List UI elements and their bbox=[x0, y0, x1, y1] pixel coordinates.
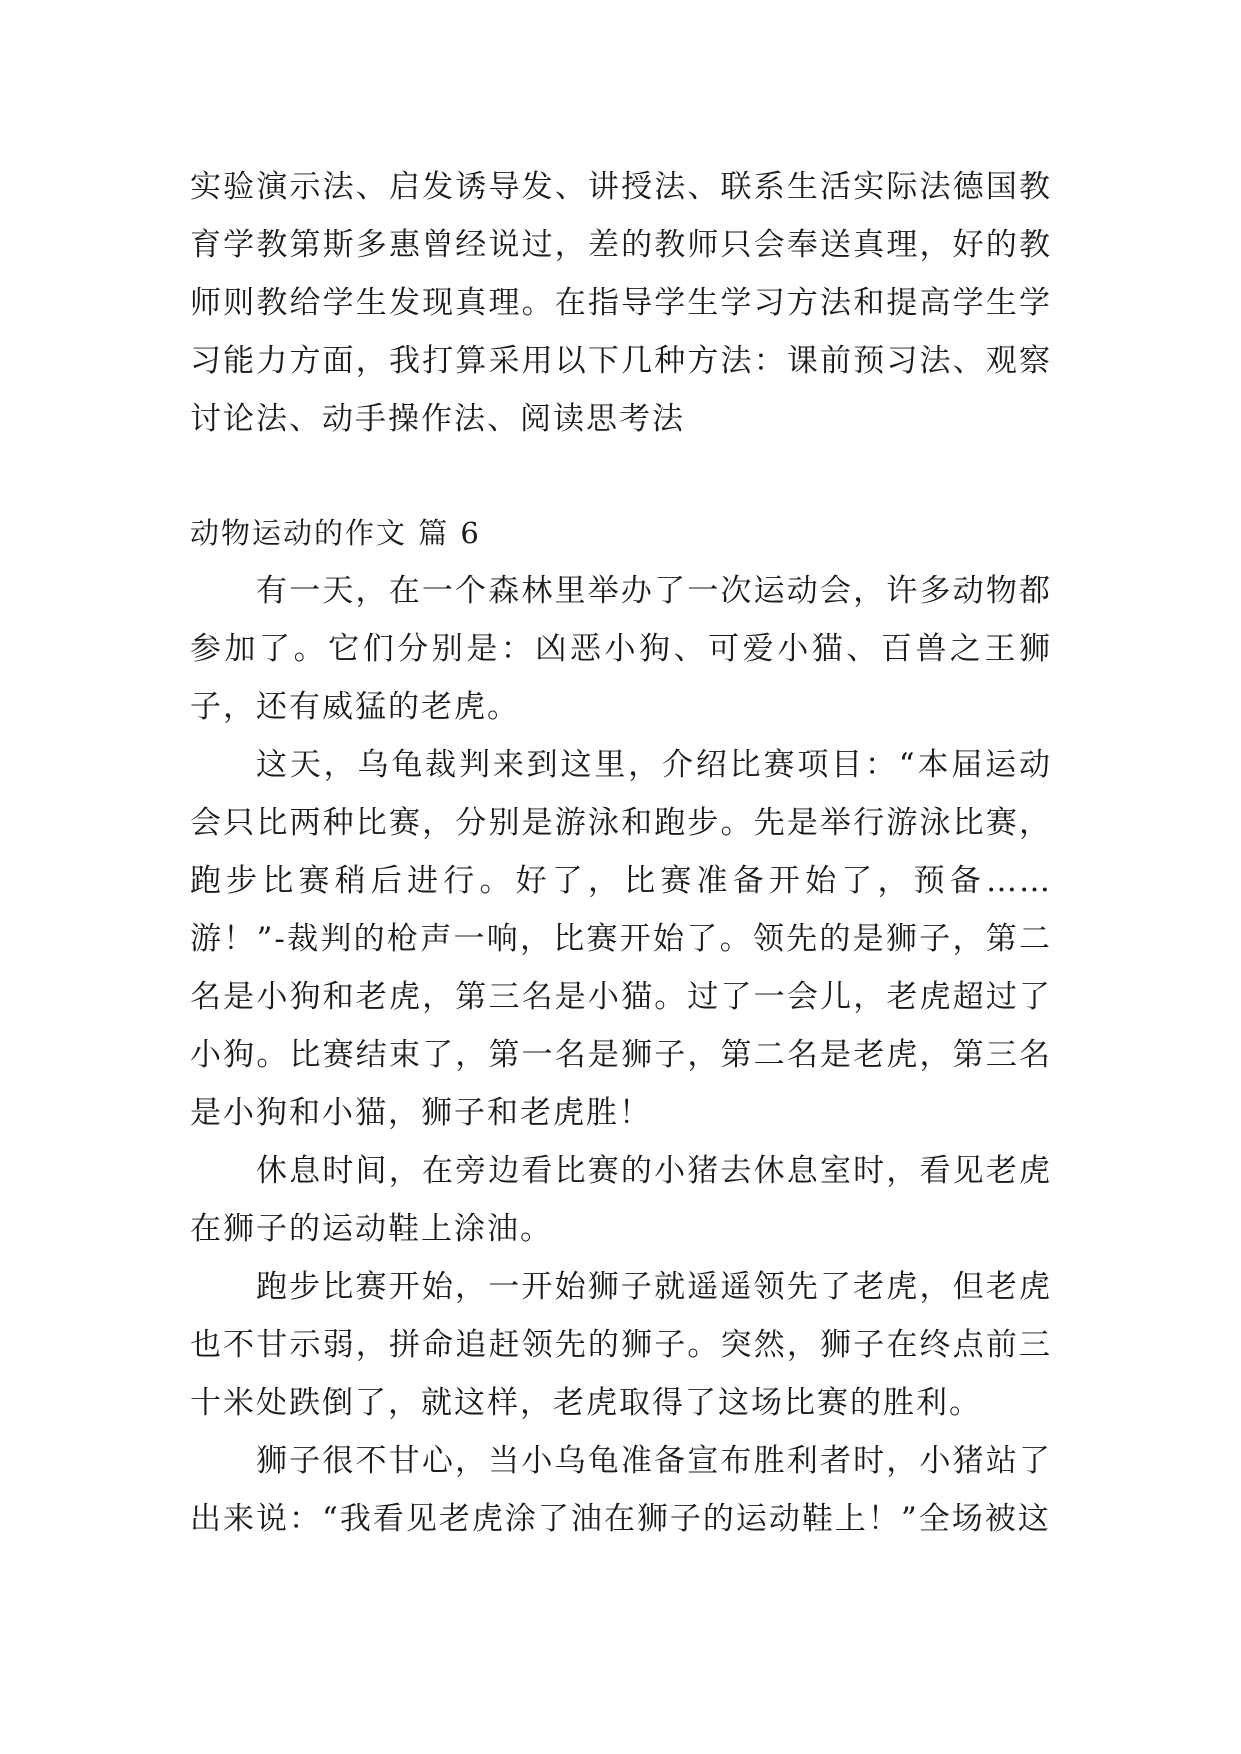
document-page bbox=[190, 158, 1052, 1548]
section-heading: 动物运动的作文 篇 6 bbox=[190, 516, 481, 550]
body-paragraph: 休息时间，在旁边看比赛的小猪去休息室时，看见老虎在狮子的运动鞋上涂油。 bbox=[190, 1153, 1052, 1247]
body-paragraph: 有一天，在一个森林里举办了一次运动会，许多动物都参加了。它们分别是：凶恶小狗、可爱小猫、百兽之王狮子，还有威猛的老虎。 bbox=[190, 573, 1052, 725]
section-gap bbox=[190, 448, 1052, 504]
body-paragraph: 这天，乌龟裁判来到这里，介绍比赛项目：“本届运动会只比两种比赛，分别是游泳和跑步。先是举行游泳比赛，跑步比赛稍后进行。好了，比赛准备开始了，预备……游！”-裁判的枪声一响，比赛开始了。领先的是狮子，第二名是小狗和老虎，第三名是小猫。过了一会儿，老虎超过了小狗。比赛结束了，第一名是狮子，第二名是老虎，第三名是小狗和小猫，狮子和老虎胜！ bbox=[190, 747, 1052, 1131]
body-paragraph: 狮子很不甘心，当小乌龟准备宣布胜利者时，小猪站了出来说：“我看见老虎涂了油在狮子的运动鞋上！”全场被这 bbox=[190, 1443, 1052, 1537]
body-paragraph: 跑步比赛开始，一开始狮子就遥遥领先了老虎，但老虎也不甘示弱，拼命追赶领先的狮子。突然，狮子在终点前三十米处跌倒了，就这样，老虎取得了这场比赛的胜利。 bbox=[190, 1269, 1052, 1421]
intro-paragraph: 实验演示法、启发诱导发、讲授法、联系生活实际法德国教育学教第斯多惠曾经说过，差的教师只会奉送真理，好的教师则教给学生发现真理。在指导学生学习方法和提高学生学习能力方面，我打算采用以下几种方法：课前预习法、观察讨论法、动手操作法、阅读思考法 bbox=[190, 169, 1052, 437]
